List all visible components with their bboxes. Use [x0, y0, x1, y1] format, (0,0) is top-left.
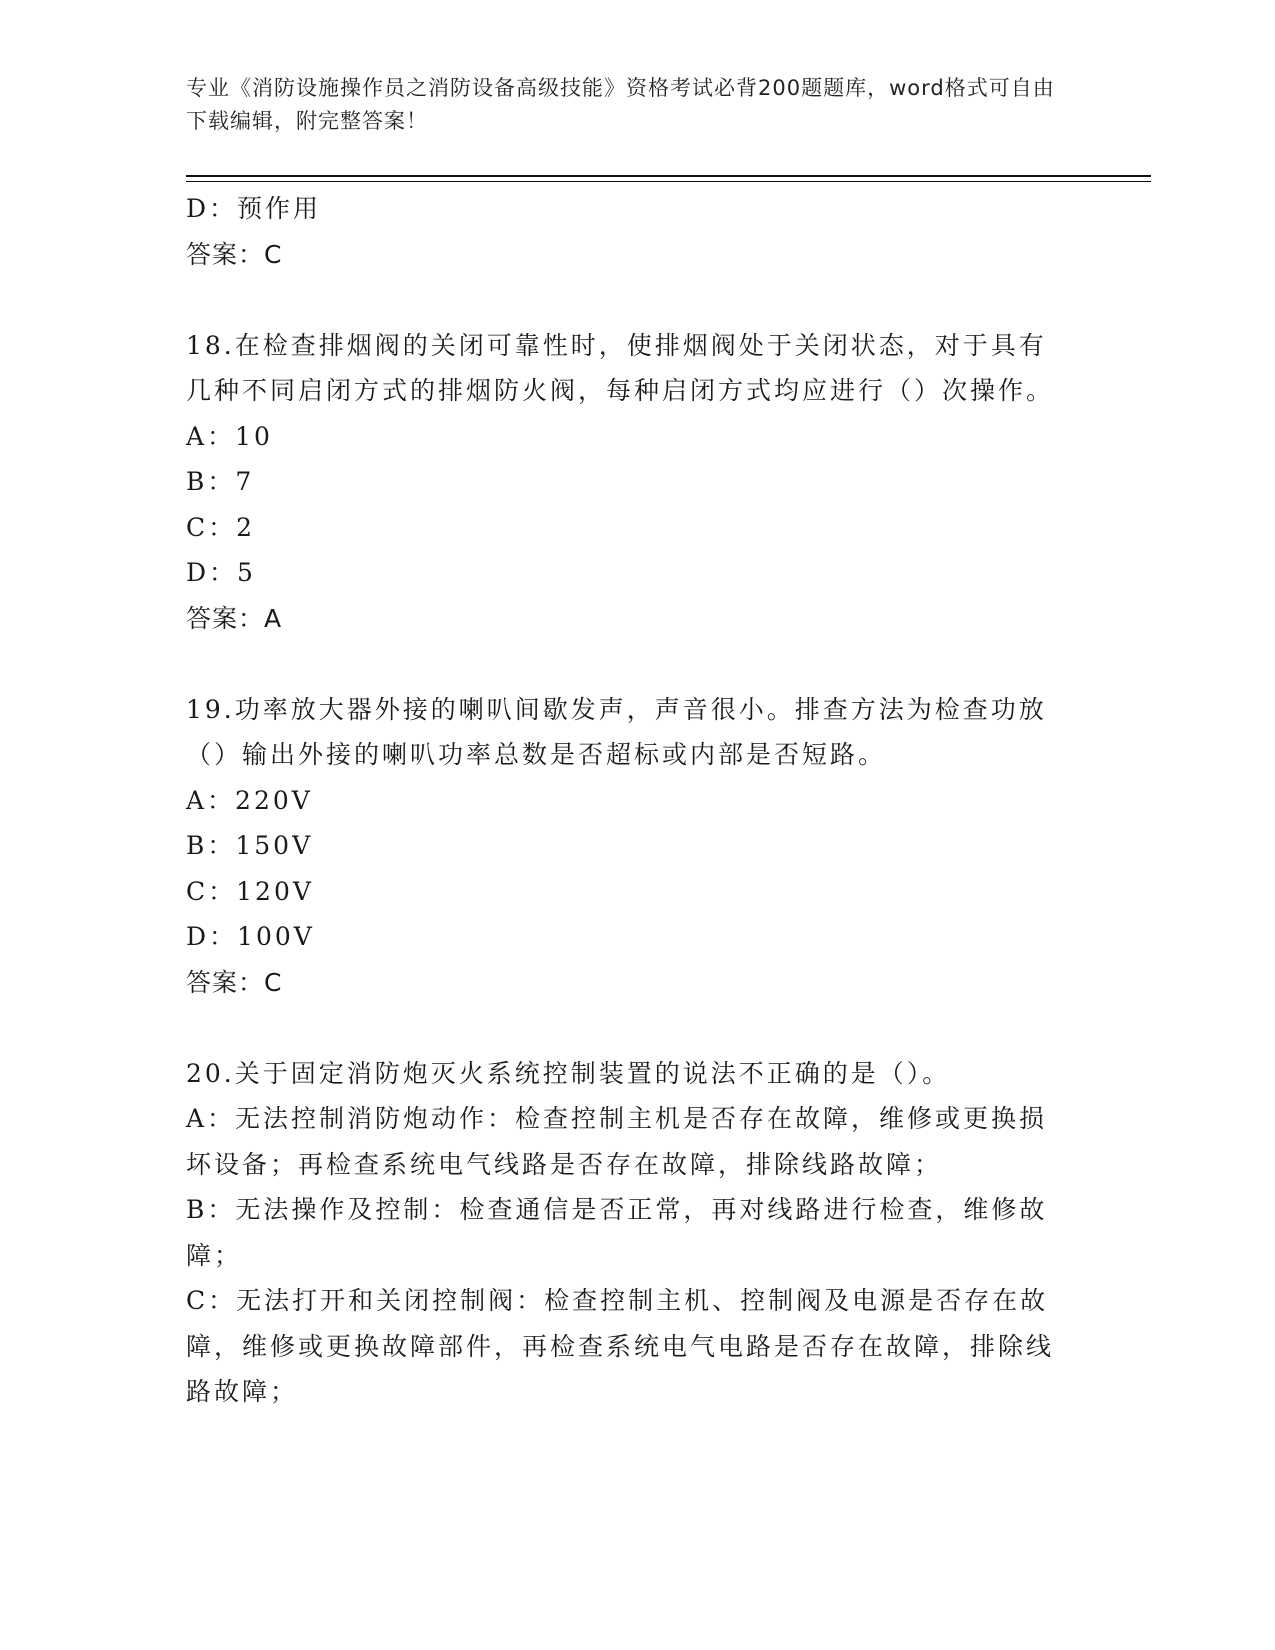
question-20-option-c: C：无法打开和关闭控制阀：检查控制主机、控制阀及电源是否存在故障，维修或更换故障部件，再检查系统电气电路是否存在故障，排除线路故障；: [186, 1286, 1055, 1406]
prev-answer: 答案：C: [186, 239, 283, 269]
spacer: [186, 641, 1071, 687]
question-20-option-a: A：无法控制消防炮动作：检查控制主机是否存在故障，维修或更换损坏设备；再检查系统电气线路是否存在故障，排除线路故障；: [186, 1104, 1048, 1179]
question-18-option-a: A：10: [186, 421, 273, 451]
spacer: [186, 277, 1071, 323]
question-19-answer: 答案：C: [186, 967, 283, 997]
document-header: 专业《消防设施操作员之消防设备高级技能》资格考试必背200题题库，word格式可自由下载编辑，附完整答案！: [186, 76, 1055, 133]
question-content: [186, 186, 1071, 1415]
question-19-option-b: B：150V: [186, 831, 314, 860]
question-18-stem: 18.在检查排烟阀的关闭可靠性时，使排烟阀处于关闭状态，对于具有几种不同启闭方式的排烟防火阀，每种启闭方式均应进行（）次操作。: [186, 330, 1055, 405]
question-18-option-c: C：2: [186, 512, 256, 542]
question-18-option-b: B：7: [186, 467, 255, 496]
question-18-answer: 答案：A: [186, 603, 283, 633]
spacer: [186, 1005, 1071, 1051]
question-19-option-a: A：220V: [186, 785, 313, 815]
question-19-option-d: D：100V: [186, 922, 315, 951]
header-divider-thick: [186, 175, 1151, 177]
question-19-option-c: C：120V: [186, 876, 314, 906]
prev-option-d: D：预作用: [186, 194, 322, 223]
header-divider-thin: [186, 181, 1151, 182]
question-19-stem: 19.功率放大器外接的喇叭间歇发声，声音很小。排查方法为检查功放（）输出外接的喇叭功率总数是否超标或内部是否短路。: [186, 694, 1047, 769]
question-20-option-b: B：无法操作及控制：检查通信是否正常，再对线路进行检查，维修故障；: [186, 1195, 1048, 1270]
question-18-option-d: D：5: [186, 558, 256, 587]
question-20-stem: 20.关于固定消防炮灭火系统控制装置的说法不正确的是（）。: [186, 1058, 951, 1088]
